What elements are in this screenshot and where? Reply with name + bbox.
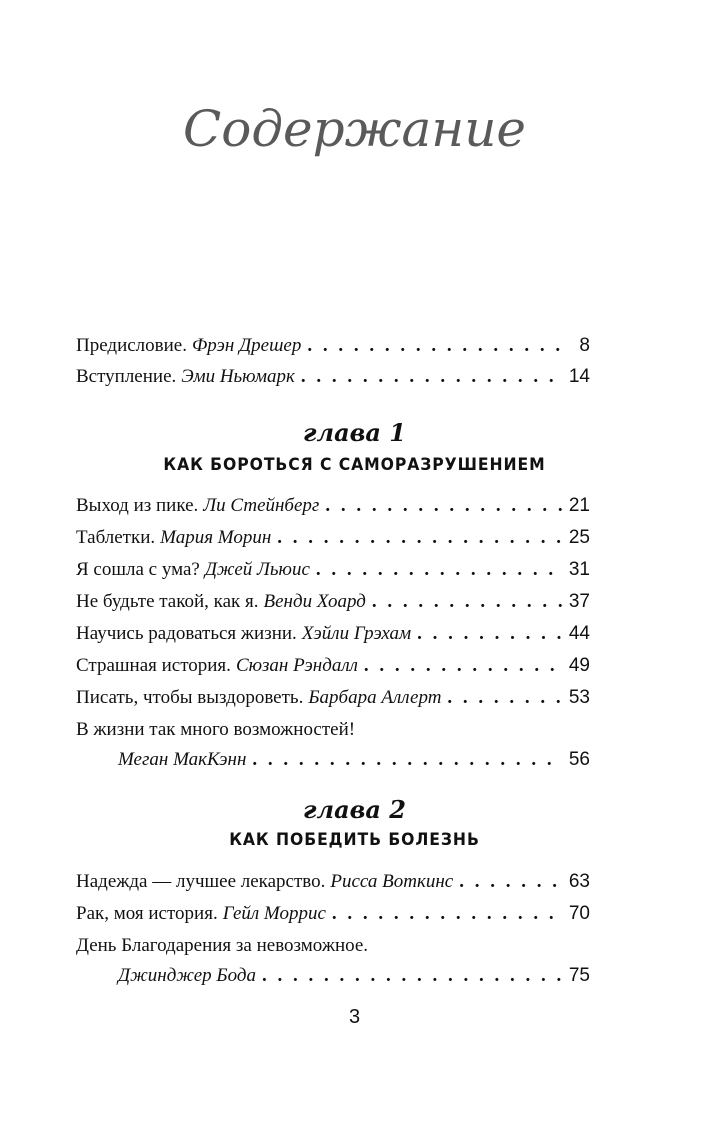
entry-title: Надежда — лучшее лекарство. [76, 871, 326, 892]
entry-title: Научись радоваться жизни. [76, 623, 297, 644]
toc-entry[interactable] [76, 527, 590, 549]
dot-leader [447, 687, 562, 709]
toc-entry[interactable] [76, 687, 590, 709]
entry-title: День Благодарения за невозможное. [76, 935, 369, 956]
chapter-1-title: КАК БОРОТЬСЯ С САМОРАЗРУШЕНИЕМ [163, 455, 546, 475]
entry-page-number: 49 [568, 655, 590, 676]
entry-author: Рисса Воткинс [330, 871, 454, 892]
dot-leader [277, 527, 562, 549]
toc-entry[interactable] [76, 559, 590, 581]
entry-author: Гейл Моррис [222, 903, 326, 924]
entry-page-number: 44 [568, 623, 590, 644]
entry-page-number: 37 [568, 591, 590, 612]
entry-title: Я сошла с ума? [76, 559, 200, 580]
entry-title: Предисловие. [76, 335, 187, 356]
entry-title: Не будьте такой, как я. [76, 591, 259, 612]
entry-title: Вступление. [76, 366, 177, 387]
dot-leader [316, 559, 562, 581]
entry-page-number: 70 [568, 903, 590, 924]
entry-title: Страшная история. [76, 655, 231, 676]
dot-leader [417, 623, 562, 645]
entry-page-number: 56 [568, 749, 590, 770]
entry-author: Сюзан Рэндалл [235, 655, 358, 676]
dot-leader [307, 335, 562, 357]
toc-entry[interactable] [76, 495, 590, 517]
dot-leader [372, 591, 562, 613]
entry-title: Писать, чтобы выздороветь. [76, 687, 304, 708]
entry-title: Выход из пике. [76, 495, 199, 516]
entry-title: Таблетки. [76, 527, 156, 548]
toc-entry[interactable] [76, 903, 590, 925]
entry-author: Эми Ньюмарк [181, 366, 295, 387]
entry-author: Джей Льюис [204, 559, 310, 580]
toc-entry-preface[interactable] [76, 335, 590, 357]
entry-title: В жизни так много возможностей! [76, 719, 356, 740]
entry-title: Рак, моя история. [76, 903, 218, 924]
dot-leader [364, 655, 562, 677]
dot-leader [459, 871, 562, 893]
entry-author: Ли Стейнберг [203, 495, 320, 516]
toc-entry[interactable] [76, 623, 590, 645]
toc-entry[interactable] [76, 871, 590, 893]
entry-author: Барбара Аллерт [308, 687, 442, 708]
page-title: Содержание [182, 100, 527, 158]
entry-author: Меган МакКэнн [118, 749, 247, 770]
entry-author: Венди Хоард [263, 591, 366, 612]
toc-entry-two-line[interactable] [76, 719, 590, 771]
entry-page-number: 75 [568, 965, 590, 986]
entry-page-number: 25 [568, 527, 590, 548]
dot-leader [325, 495, 562, 517]
dot-leader [332, 903, 562, 925]
chapter-2-label: глава 2 [303, 795, 406, 824]
dot-leader [301, 366, 562, 388]
entry-page-number: 63 [568, 871, 590, 892]
toc-entry[interactable] [76, 591, 590, 613]
entry-page-number: 14 [568, 366, 590, 387]
toc-entry-introduction[interactable] [76, 366, 590, 388]
entry-author: Хэйли Грэхам [301, 623, 412, 644]
entry-page-number: 21 [568, 495, 590, 516]
entry-page-number: 31 [568, 559, 590, 580]
entry-page-number: 53 [568, 687, 590, 708]
entry-author: Джинджер Бода [118, 965, 256, 986]
toc-entry-two-line[interactable] [76, 935, 590, 987]
entry-page-number: 8 [579, 335, 590, 356]
dot-leader [262, 965, 562, 987]
chapter-2-title: КАК ПОБЕДИТЬ БОЛЕЗНЬ [229, 830, 480, 850]
page-number: 3 [348, 1006, 361, 1028]
toc-entry[interactable] [76, 655, 590, 677]
entry-author: Мария Морин [160, 527, 272, 548]
dot-leader [252, 749, 562, 771]
chapter-1-label: глава 1 [303, 418, 406, 447]
entry-author: Фрэн Дрешер [191, 335, 302, 356]
